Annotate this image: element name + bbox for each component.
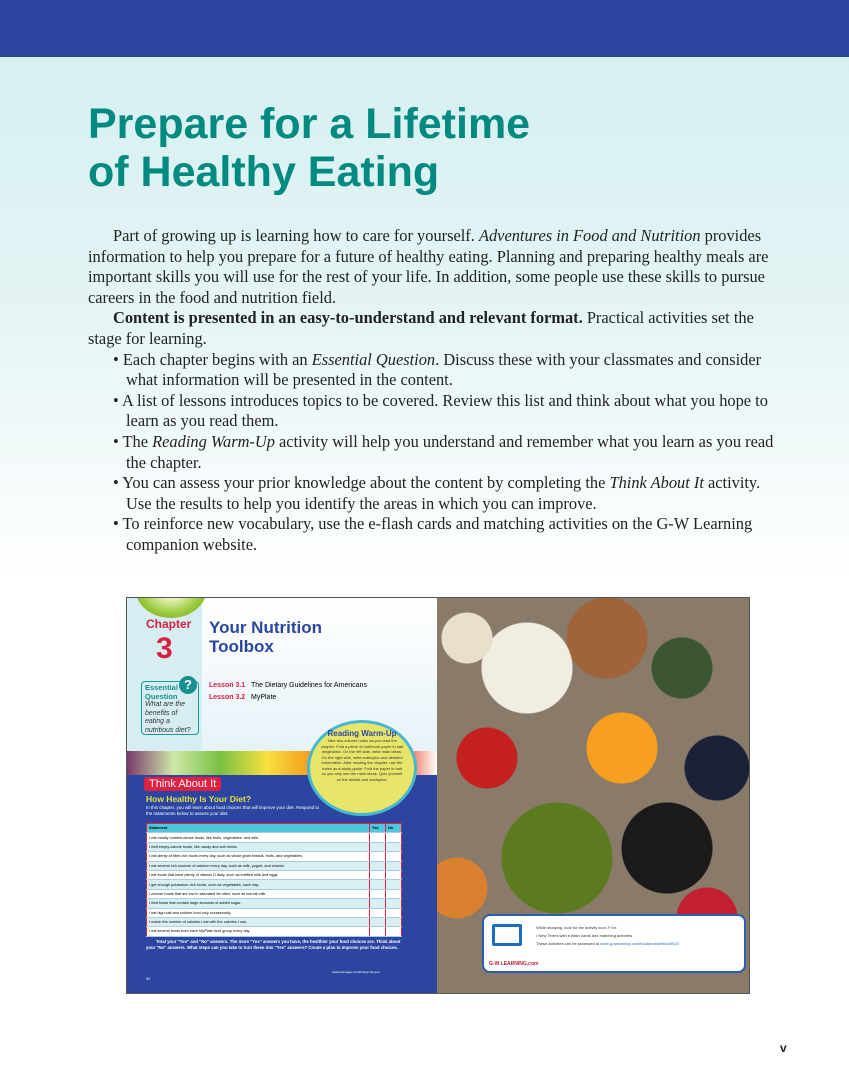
gw-bullet: • New Terms with e-flash cards and matching activities — [536, 933, 633, 938]
no-cell — [386, 833, 402, 842]
statement: I get enough potassium-rich foods, such as vegetables, each day. — [147, 880, 370, 889]
no-cell — [386, 842, 402, 851]
yes-cell — [370, 917, 386, 926]
gw-learning-box — [482, 914, 746, 973]
gw-logo: G-W LEARNING.com — [489, 961, 539, 967]
no-cell — [386, 889, 402, 898]
no-cell — [386, 917, 402, 926]
yes-cell — [370, 842, 386, 851]
statement: I limit empty-calorie foods, like candy and soft drinks. — [147, 842, 370, 851]
gw-access: These activities can be accessed at www.g-wlearning.com/foodandnutrition/9523 — [536, 941, 679, 946]
lesson-list: Lesson 3.1 The Dietary Guidelines for Americans Lesson 3.2 MyPlate — [209, 682, 367, 701]
think-heading: How Healthy Is Your Diet? — [146, 794, 252, 804]
table-row — [147, 880, 402, 889]
table-row — [147, 917, 402, 926]
statement: I match the number of calories I eat with the calories I use. — [147, 917, 370, 926]
total-instructions: Total your "Yes" and "No" answers. The more "Yes" answers you have, the healthier your food choices are. Think about your "No" answers. What steps can you take to turn these into "Yes" answers? Create a plan to improve your food choices. — [146, 939, 401, 950]
table-row — [147, 889, 402, 898]
table-row — [147, 870, 402, 879]
list-item: • To reinforce new vocabulary, use the e-flash cards and matching activities on the G-W Learning companion website. — [113, 514, 778, 555]
diet-table: Statement Yes No I eat mostly nutrient-dense foods, like fruits, vegetables, and milk. I limit empty-calorie foods, like candy and soft drinks. I eat plenty of fiber-rich foods every day, such as whole grain breads, fruits, and vegetables. I eat several rich sources of calcium every day, such as milk, yogurt, and cheese. I eat foods that have plenty of vitamin D daily, such as fortified milk and eggs. I get enough potassium-rich foods, such as vegetables, each day. I choose foods that are low in saturated fat often, such as low-fat milk. I limit foods that contain large amounts of added sugar. I eat high salt and sodium food only occasionally. I match the number of calories I eat with the calories I use. I eat several foods from each MyPlate food group every day. — [146, 823, 402, 937]
table-row — [147, 842, 402, 851]
chapter-label: Chapter — [146, 617, 192, 631]
table-row — [147, 852, 402, 861]
no-cell — [386, 899, 402, 908]
no-cell — [386, 927, 402, 936]
yes-cell — [370, 908, 386, 917]
no-cell — [386, 852, 402, 861]
content-paragraph: Content is presented in an easy-to-understand and relevant format. Practical activities set the stage for learning. — [88, 308, 754, 348]
yes-cell — [370, 899, 386, 908]
yes-cell — [370, 861, 386, 870]
chapter-title: Your Nutrition Toolbox — [209, 618, 322, 656]
yes-cell — [370, 889, 386, 898]
list-item: • Each chapter begins with an Essential Question. Discuss these with your classmates and consider what information will be presented in the content. — [113, 350, 778, 391]
statement: I eat several rich sources of calcium every day, such as milk, yogurt, and cheese. — [147, 861, 370, 870]
yes-cell — [370, 870, 386, 879]
table-row — [147, 833, 402, 842]
intro-paragraph: Part of growing up is learning how to care for yourself. Adventures in Food and Nutrition provides information to help you prepare for a future of healthy eating. Planning and preparing healthy meals are important skills you will use for the rest of your life. In addition, some people use these skills to pursue careers in the food and nutrition field. — [88, 226, 769, 307]
list-item: • The Reading Warm-Up activity will help you understand and remember what you learn as you read the chapter. — [113, 432, 778, 473]
no-cell — [386, 870, 402, 879]
think-intro: In this chapter, you will learn about food choices that will improve your diet. Respond to the statements below to assess your diet. — [146, 805, 320, 816]
spread-page-number: 92 — [146, 976, 151, 981]
statement: I eat foods that have plenty of vitamin D daily, such as fortified milk and eggs. — [147, 870, 370, 879]
no-cell — [386, 880, 402, 889]
gw-link[interactable]: www.g-wlearning.com/foodandnutrition/9523 — [600, 941, 679, 946]
statement: I eat high salt and sodium food only occasionally. — [147, 908, 370, 917]
table-row — [147, 927, 402, 936]
reading-warm-up: Reading Warm-Up Take two-column notes as you read the chapter. Fold a piece of notebook paper in half lengthwise. On the left side, write main ideas. On the right side, write subtopics and detailed information. After reading the chapter, use the notes as a study guide. Fold the paper in half so you only see the main ideas. Quiz yourself on the details and subtopics. — [307, 720, 417, 816]
list-item: • You can assess your prior knowledge about the content by completing the Think About It activity. Use the results to help you identify the areas in which you can improve. — [113, 473, 778, 514]
think-about-it-label: Think About It — [144, 777, 221, 791]
gw-text: While studying, look for the activity icon ⇗ for: — [536, 925, 618, 930]
statement: I eat mostly nutrient-dense foods, like fruits, vegetables, and milk. — [147, 833, 370, 842]
no-cell — [386, 908, 402, 917]
table-row — [147, 861, 402, 870]
body-text — [88, 226, 778, 556]
yes-cell — [370, 852, 386, 861]
left-page — [127, 598, 437, 994]
statement: I limit foods that contain large amounts of added sugar. — [147, 899, 370, 908]
yes-cell — [370, 833, 386, 842]
sample-spread-image — [126, 597, 750, 994]
header-band — [0, 0, 849, 57]
feature-list — [113, 350, 778, 556]
essential-question: Essential Question What are the benefits of eating a nutritious diet? — [141, 681, 199, 735]
list-item: • A list of lessons introduces topics to be covered. Review this list and think about what you hope to learn as you read them. — [113, 391, 778, 432]
yes-cell — [370, 880, 386, 889]
page-number: v — [780, 1041, 787, 1055]
table-row — [147, 908, 402, 917]
statement: I eat several foods from each MyPlate food group every day. — [147, 927, 370, 936]
question-mark-icon: ? — [179, 676, 197, 694]
no-cell — [386, 861, 402, 870]
devices-icon — [492, 924, 522, 946]
photo-credit: www.freeimages.com/Rodrigo Reyes ▸ — [332, 970, 381, 974]
statement: I eat plenty of fiber-rich foods every day, such as whole grain breads, fruits, and vegetables. — [147, 852, 370, 861]
table-row — [147, 899, 402, 908]
page-title: Prepare for a Lifetime of Healthy Eating — [88, 100, 531, 196]
yes-cell — [370, 927, 386, 936]
statement: I choose foods that are low in saturated fat often, such as low-fat milk. — [147, 889, 370, 898]
chapter-number: 3 — [156, 632, 173, 665]
